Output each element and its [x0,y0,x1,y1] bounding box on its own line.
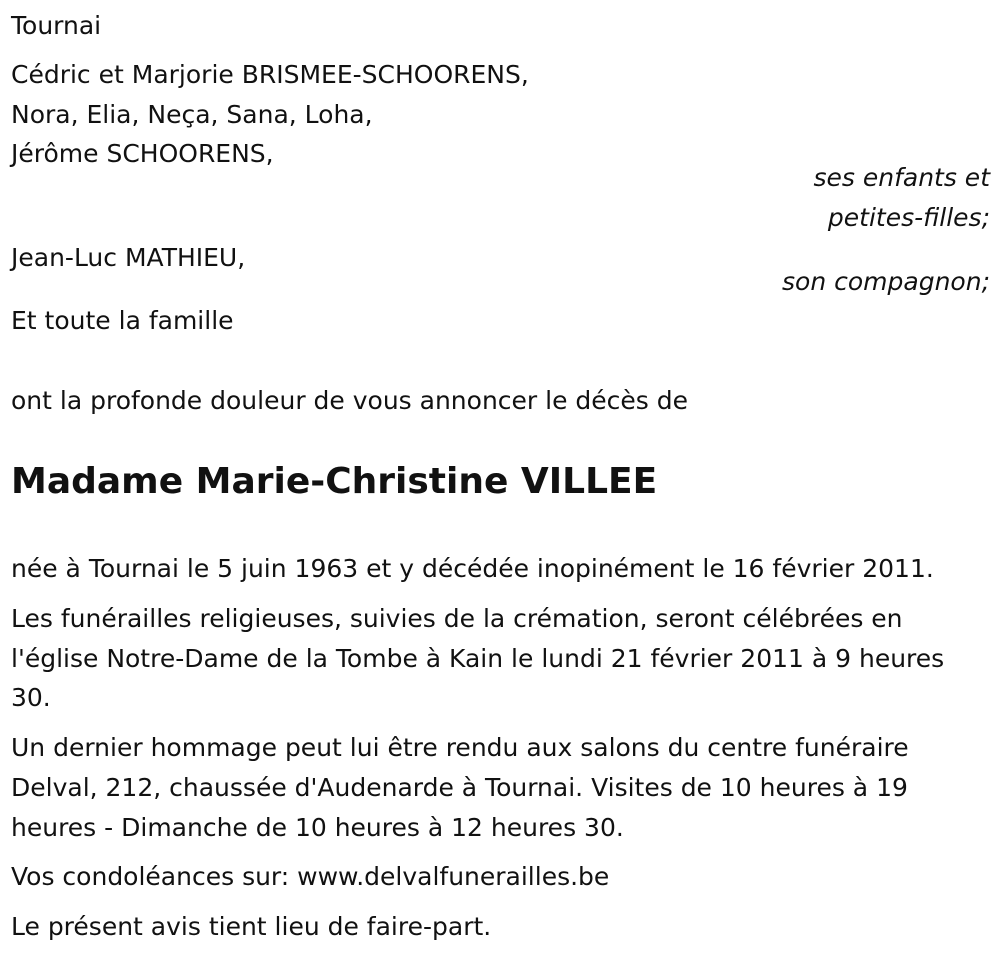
tribute-line-3: heures - Dimanche de 10 heures à 12 heures 30. [11,813,624,842]
children-line-1: Cédric et Marjorie BRISMEE-SCHOORENS, [11,60,529,89]
grandchildren-line: Nora, Elia, Neça, Sana, Loha, [11,100,373,129]
tribute-line-1: Un dernier hommage peut lui être rendu aux salons du centre funéraire [11,733,909,762]
location-heading: Tournai [11,11,102,40]
tribute-line-2: Delval, 212, chaussée d'Audenarde à Tournai. Visites de 10 heures à 19 [11,773,908,802]
children-role-line-1: ses enfants et [813,163,990,192]
notice-line: Le présent avis tient lieu de faire-part. [11,912,492,941]
deceased-name: Madame Marie-Christine VILLEE [11,461,658,502]
partner-role: son compagnon; [782,267,990,296]
birth-death-line: née à Tournai le 5 juin 1963 et y décédée inopinément le 16 février 2011. [11,554,934,583]
children-line-2: Jérôme SCHOORENS, [11,139,274,168]
funeral-line-2: l'église Notre-Dame de la Tombe à Kain le lundi 21 février 2011 à 9 heures [11,644,945,673]
children-role-line-2: petites-filles; [827,203,990,232]
funeral-line-3: 30. [11,683,51,712]
family-rest: Et toute la famille [11,306,234,335]
condolences-line: Vos condoléances sur: www.delvalfunerailles.be [11,862,610,891]
funeral-line-1: Les funérailles religieuses, suivies de la crémation, seront célébrées en [11,604,903,633]
partner-name: Jean-Luc MATHIEU, [11,243,246,272]
announcement-intro: ont la profonde douleur de vous annoncer le décès de [11,386,689,415]
